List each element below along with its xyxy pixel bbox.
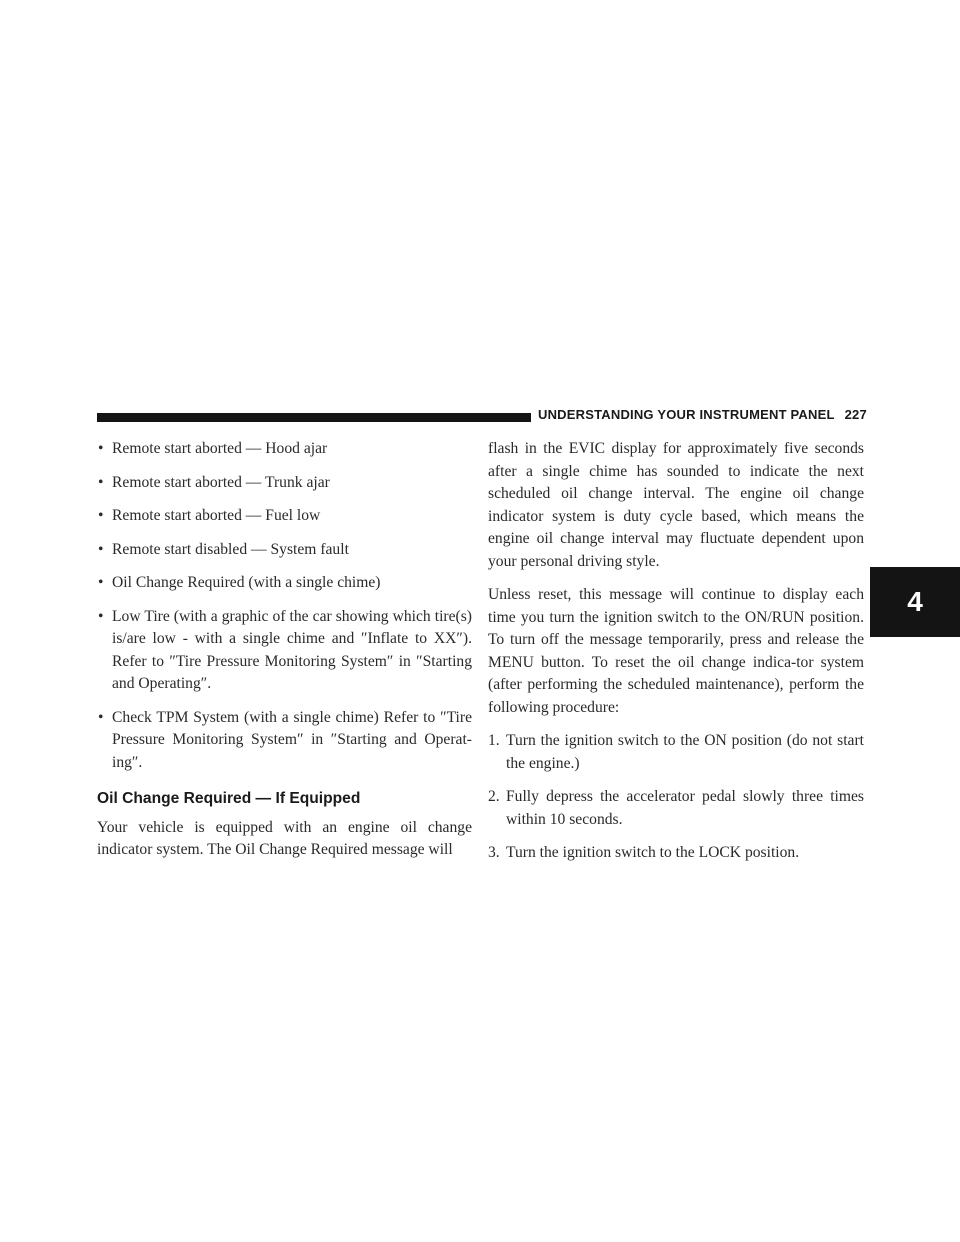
step-text: Turn the ignition switch to the LOCK position.	[506, 844, 800, 861]
header-title: UNDERSTANDING YOUR INSTRUMENT PANEL	[538, 407, 835, 422]
step-item	[488, 730, 864, 775]
list-item: • Remote start aborted — Hood ajar	[97, 438, 472, 461]
chapter-tab: 4	[870, 567, 960, 637]
paragraph: Unless reset, this message will continue to display each time you turn the ignition switch to the ON/RUN position. To turn off the message temporarily, press and release the MENU button. To reset the oil change indica-tor system (after performing the scheduled maintenance), perform the following procedure:	[488, 586, 864, 716]
left-column	[97, 438, 472, 873]
list-item: • Oil Change Required (with a single chime)	[97, 572, 472, 595]
procedure-steps	[488, 730, 864, 865]
section-paragraph: Your vehicle is equipped with an engine oil change indicator system. The Oil Change Required message will	[97, 818, 472, 858]
list-item: • Low Tire (with a graphic of the car showing which tire(s) is/are low - with a single chime and ″Inflate to XX″). Refer to ″Tire Pressure Monitoring System″ in ″Starting and Operating″.	[97, 606, 472, 696]
step-number: 3.	[488, 844, 500, 861]
list-item: • Remote start aborted — Fuel low	[97, 505, 472, 528]
step-item	[488, 786, 864, 831]
header-rule	[97, 413, 531, 422]
step-number: 1.	[488, 732, 500, 749]
section-heading: Oil Change Required — If Equipped	[97, 790, 361, 807]
list-item: • Check TPM System (with a single chime) Refer to ″Tire Pressure Monitoring System″ in ″Starting and Operat-ing″.	[97, 707, 472, 775]
step-text: Turn the ignition switch to the ON position (do not start the engine.)	[506, 732, 864, 772]
list-item: • Remote start disabled — System fault	[97, 539, 472, 562]
paragraph: flash in the EVIC display for approximately five seconds after a single chime has sounded to indicate the next scheduled oil change interval. The engine oil change indicator system is duty cycle based, which means the engine oil change interval may fluctuate dependent upon your personal driving style.	[488, 440, 864, 570]
page-number: 227	[844, 407, 867, 422]
right-column	[488, 438, 864, 876]
running-header	[538, 407, 888, 422]
message-list	[97, 438, 472, 774]
step-text: Fully depress the accelerator pedal slowly three times within 10 seconds.	[506, 788, 864, 828]
step-number: 2.	[488, 788, 500, 805]
step-item	[488, 842, 864, 865]
list-item: • Remote start aborted — Trunk ajar	[97, 472, 472, 495]
